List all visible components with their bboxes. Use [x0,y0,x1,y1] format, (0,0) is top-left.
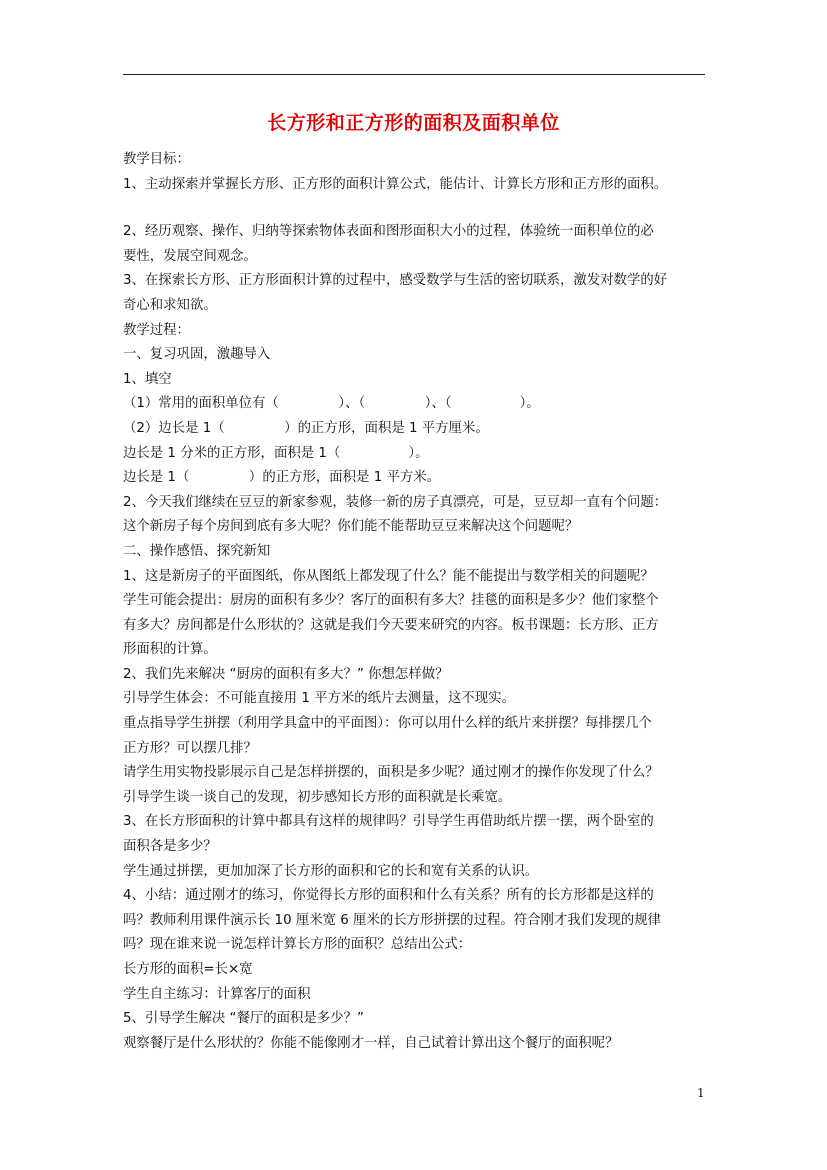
fill-blank-item-3: 边长是 1 分米的正方形，面积是 1（ ）。 [123,445,429,461]
part-2-heading: 二、操作感悟、探究新知 [123,543,271,559]
goal-1: 1、主动探索并掌握长方形、正方形的面积计算公式，能估计、计算长方形和正方形的面积。 [123,176,668,192]
paragraph-line: 吗？教师利用课件演示长 10 厘米宽 6 厘米的长方形拼摆的过程。符合刚才我们发现的规律 [123,912,662,928]
goal-2-line-2: 要性，发展空间观念。 [123,248,257,264]
section-heading-process: 教学过程： [123,322,190,338]
fill-blank-item-4: 边长是 1（ ）的正方形，面积是 1 平方米。 [123,470,441,486]
paragraph-line: 学生可能会提出：厨房的面积有多少？客厅的面积有多大？挂毯的面积是多少？他们家整个 [123,593,659,609]
paragraph-line: 正方形？可以摆几排？ [123,740,257,756]
paragraph-line: 4、小结：通过刚才的练习，你觉得长方形的面积和什么有关系？所有的长方形都是这样的 [123,888,654,904]
header-rule [123,74,705,75]
section-heading-goals: 教学目标： [123,152,190,167]
document-body [123,148,708,1056]
fill-blank-item-1: （1）常用的面积单位有（ ）、（ ）、（ ）。 [123,396,540,412]
formula-line: 长方形的面积=长×宽 [123,962,253,977]
fill-blank-item-2: （2）边长是 1（ ）的正方形，面积是 1 平方厘米。 [123,420,489,436]
paragraph-line: 2、今天我们继续在豆豆的新家参观，装修一新的房子真漂亮，可是，豆豆却一直有个问题： [123,494,668,510]
paragraph-line: 学生自主练习：计算客厅的面积 [123,986,311,1002]
paragraph-line: 吗？现在谁来说一说怎样计算长方形的面积？总结出公式： [123,937,472,953]
goal-2-line-1: 2、经历观察、操作、归纳等探索物体表面和图形面积大小的过程，体验统一面积单位的必 [123,224,654,240]
paragraph-line: 3、在长方形面积的计算中都具有这样的规律吗？引导学生再借助纸片摆一摆，两个卧室的 [123,814,654,830]
part-1-heading: 一、复习巩固，激趣导入 [123,347,271,363]
paragraph-line: 请学生用实物投影展示自己是怎样拼摆的，面积是多少呢？通过刚才的操作你发现了什么？ [123,765,659,781]
paragraph-line: 有多大？房间都是什么形状的？这就是我们今天要来研究的内容。板书课题：长方形、正方 [123,617,659,633]
paragraph-line: 重点指导学生拼摆（利用学具盒中的平面图）：你可以用什么样的纸片来拼摆？每排摆几个 [123,716,652,732]
paragraph-line: 面积各是多少？ [123,839,217,855]
paragraph-line: 这个新房子每个房间到底有多大呢？你们能不能帮助豆豆来解决这个问题呢？ [123,519,579,535]
paragraph-line: 5、引导学生解决 “餐厅的面积是多少？” [123,1011,364,1027]
paragraph-line: 1、这是新房子的平面图纸，你从图纸上都发现了什么？能不能提出与数学相关的问题呢？ [123,568,654,584]
fill-blank-heading: 1、填空 [123,371,172,387]
paragraph-line: 2、我们先来解决 “厨房的面积有多大？” 你想怎样做？ [123,666,449,682]
document-title: 长方形和正方形的面积及面积单位 [267,112,560,134]
paragraph-line: 形面积的计算。 [123,642,217,658]
goal-3-line-2: 奇心和求知欲。 [123,297,217,313]
paragraph-line: 观察餐厅是什么形状的？你能不能像刚才一样，自己试着计算出这个餐厅的面积呢？ [123,1035,619,1051]
paragraph-line: 学生通过拼摆，更加加深了长方形的面积和它的长和宽有关系的认识。 [123,863,539,879]
paragraph-line: 引导学生谈一谈自己的发现，初步感知长方形的面积就是长乘宽。 [123,789,512,805]
paragraph-line: 引导学生体会：不可能直接用 1 平方米的纸片去测量，这不现实。 [123,691,515,707]
goal-3-line-1: 3、在探索长方形、正方形面积计算的过程中，感受数学与生活的密切联系，激发对数学的好 [123,273,668,289]
page-number: 1 [697,1086,705,1100]
